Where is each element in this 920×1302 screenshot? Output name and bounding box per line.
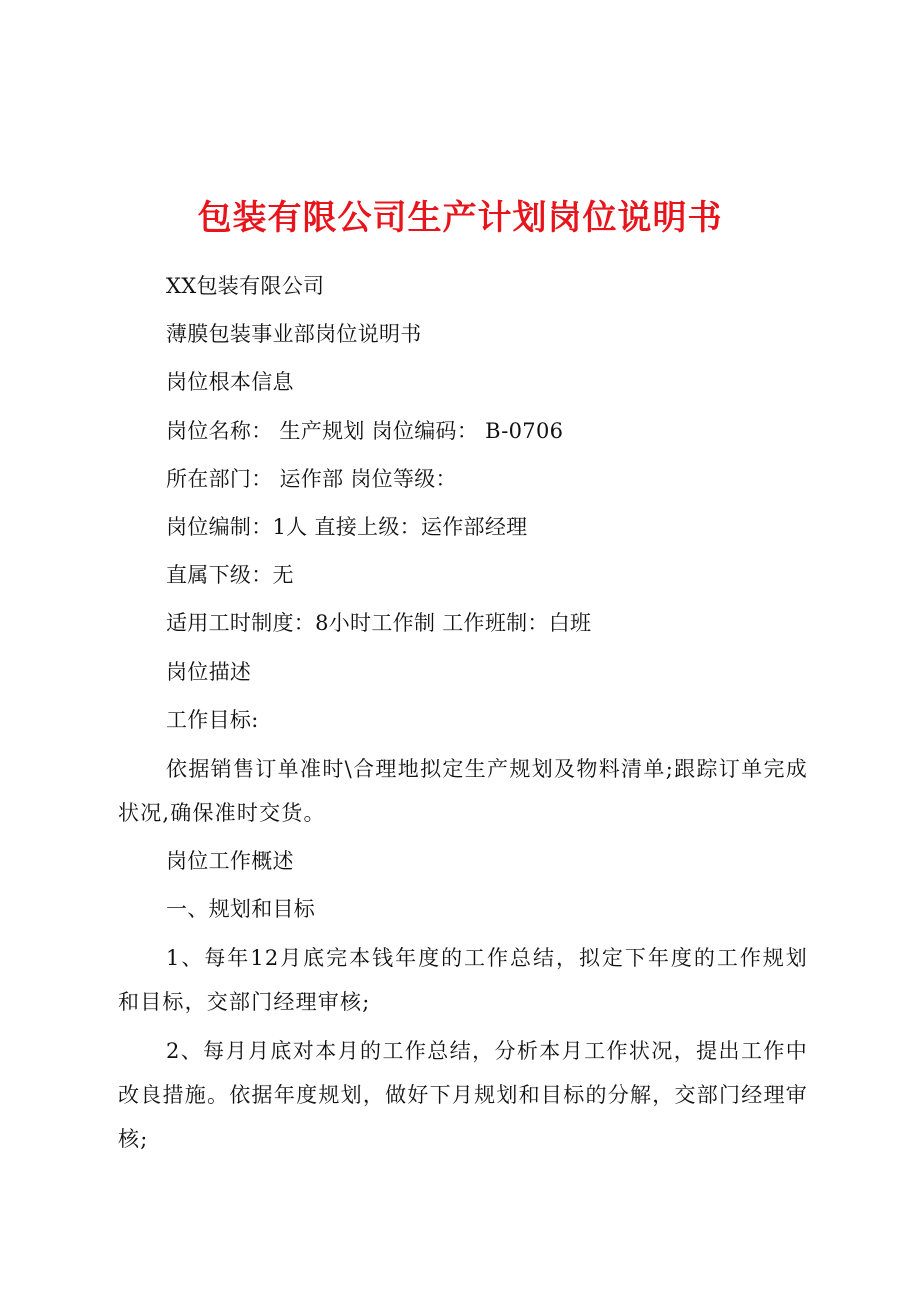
section-basic-info: 岗位根本信息 xyxy=(166,370,294,395)
work-goal-text: 依据销售订单准时\合理地拟定生产规划及物料清单;跟踪订单完成状况,确保准时交货。 xyxy=(118,756,808,825)
subsection-planning: 一、规划和目标 xyxy=(166,897,316,922)
info-subordinates: 直属下级：无 xyxy=(166,563,294,588)
document-title: 包装有限公司生产计划岗位说明书 xyxy=(197,198,723,238)
section-work-overview: 岗位工作概述 xyxy=(166,848,294,873)
document-body xyxy=(118,270,808,1171)
planning-item-2: 2、每月月底对本月的工作总结，分析本月工作状况，提出工作中改良措施。依据年度规划，做好下月规划和目标的分解，交部门经理审核; xyxy=(118,1039,808,1152)
info-position-name: 岗位名称： 生产规划 岗位编码： B-0706 xyxy=(166,418,564,443)
company-name: XX包装有限公司 xyxy=(166,274,325,298)
planning-item-1: 1、每年12月底完本钱年度的工作总结，拟定下年度的工作规划和目标，交部门经理审核; xyxy=(118,946,808,1015)
work-goal-label: 工作目标: xyxy=(166,707,259,732)
section-position-description: 岗位描述 xyxy=(166,659,252,684)
division-heading: 薄膜包装事业部岗位说明书 xyxy=(166,322,422,347)
info-headcount: 岗位编制：1人 直接上级：运作部经理 xyxy=(166,514,528,539)
info-work-hours: 适用工时制度：8小时工作制 工作班制：白班 xyxy=(166,611,592,636)
info-department: 所在部门： 运作部 岗位等级： xyxy=(166,466,457,491)
